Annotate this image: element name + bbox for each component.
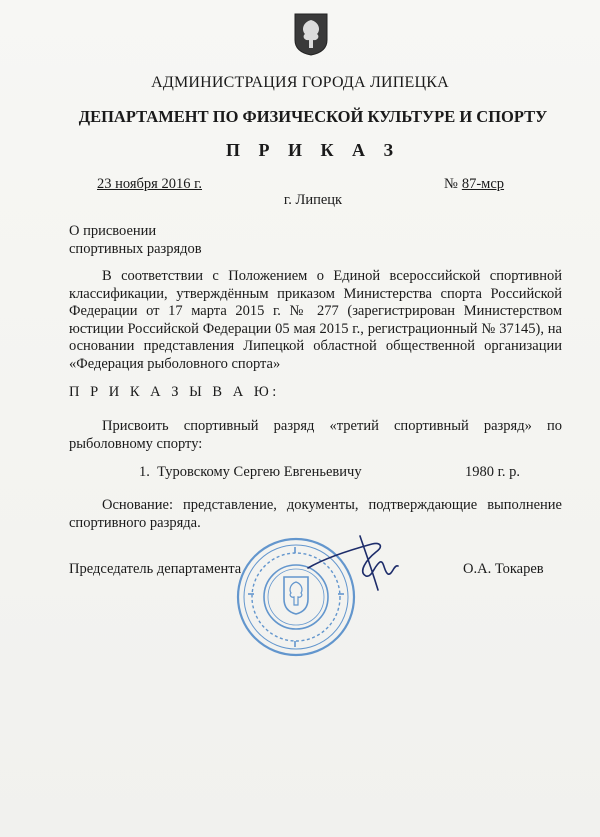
order-number-value: 87-мср [461,176,505,192]
handwritten-signature-icon [300,528,410,598]
signoff-position: Председатель департамента [69,561,242,577]
assign-paragraph: Присвоить спортивный разряд «третий спортивный разряд» по рыболовному спорту: [69,418,562,452]
administration-title: АДМИНИСТРАЦИЯ ГОРОДА ЛИПЕЦКА [151,74,449,91]
order-date: 23 ноября 2016 г. [97,176,203,192]
order-city: г. Липецк [283,192,343,208]
list-item-year: 1980 г. р. [465,464,521,480]
preamble-paragraph: В соответствии с Положением о Единой всероссийской спортивной классификации, утверждённым приказом Министерства спорта Российской Федерации от 17 марта 2015 г. № 277 (зарегистрирован Министерством юстиции Российской Федерации 05 мая 2015 г., регистрационный № 37145), на основании представления Липецкой областной общественной организации «Федерация рыболовного спорта» [69,268,562,372]
decree-heading: П Р И К А З Ы В А Ю: [69,384,280,400]
list-item-index: 1. [139,464,150,480]
document-type-title: П Р И К А З [225,140,401,160]
subject-line-1: О присвоении [69,223,157,239]
city-emblem-icon [293,12,329,56]
order-number-prefix: № [444,176,458,192]
order-subject [69,223,202,258]
basis-paragraph: Основание: представление, документы, подтверждающие выполнение спортивного разряда. [69,497,562,531]
signoff-name: О.А. Токарев [463,561,544,577]
list-item-name: Туровскому Сергею Евгеньевичу [157,464,362,480]
department-title: ДЕПАРТАМЕНТ ПО ФИЗИЧЕСКОЙ КУЛЬТУРЕ И СПОРТУ [78,107,548,126]
list-item [139,464,362,481]
order-number [444,176,504,193]
subject-line-2: спортивных разрядов [69,240,202,257]
